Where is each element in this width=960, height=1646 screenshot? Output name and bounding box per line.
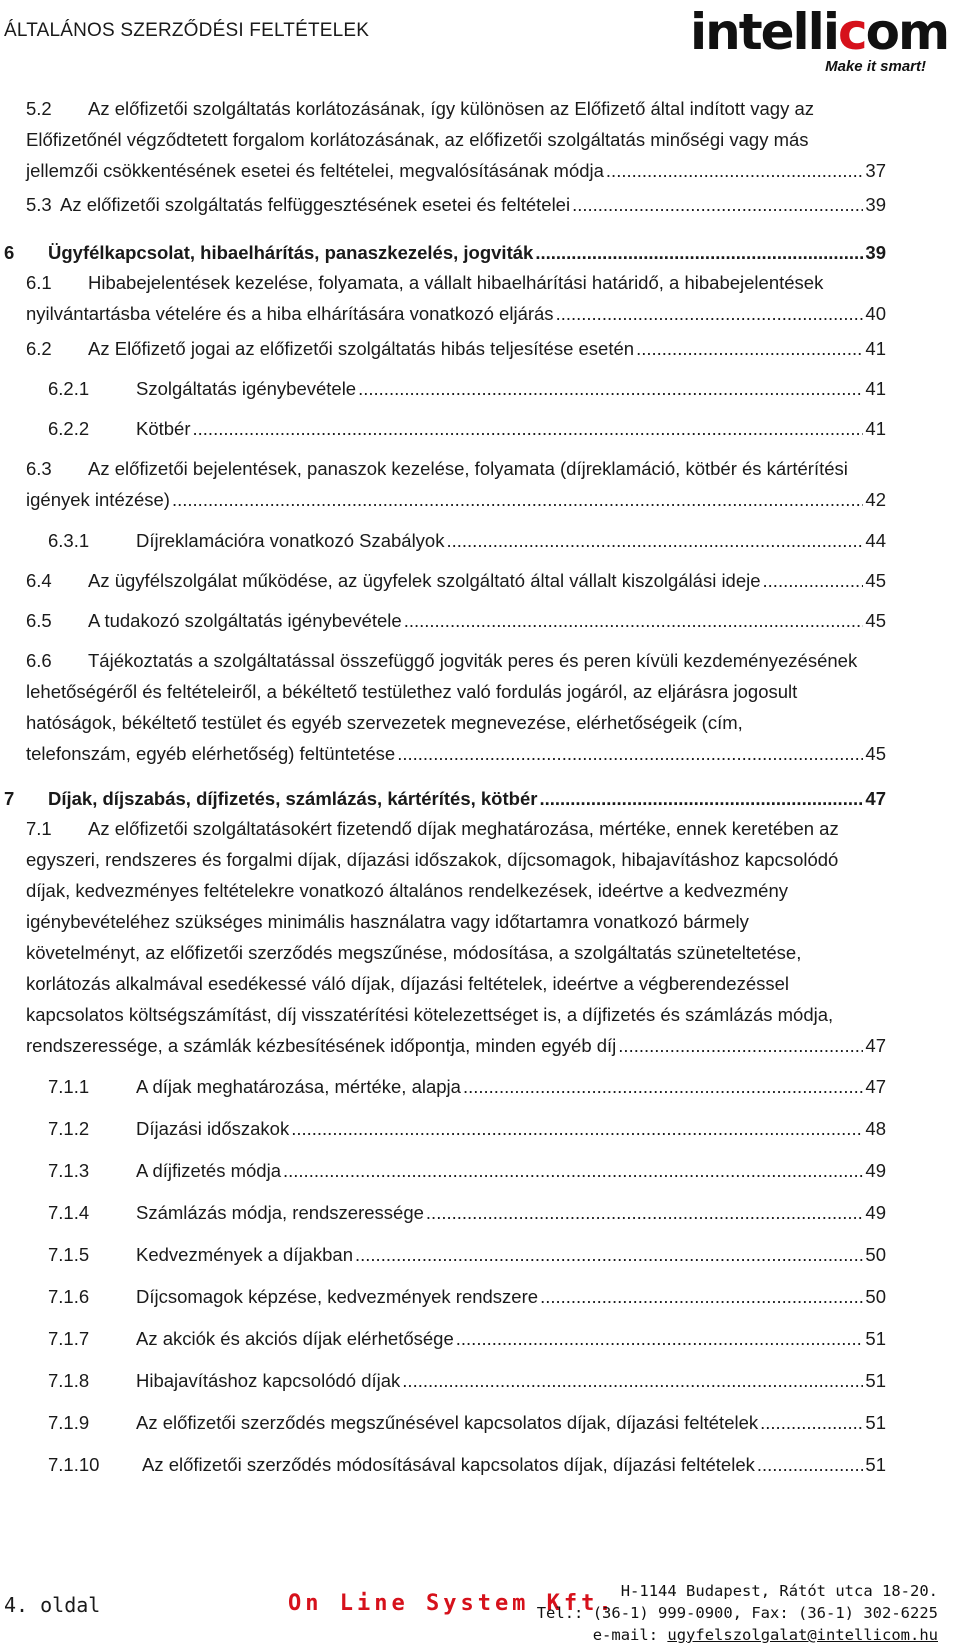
toc-entry-6[interactable]: 6 Ügyfélkapcsolat, hibaelhárítás, panaszkezelés, jogviták ..... 39	[4, 237, 886, 268]
toc-entry-5-3[interactable]: 5.3 Az előfizetői szolgáltatás felfüggesztésének esetei és feltételei ..... 39	[26, 189, 886, 220]
toc-entry-7-1-10[interactable]: 7.1.10 Az előfizetői szerződés módosításával kapcsolatos díjak, díjazási feltételek ..... 51	[48, 1449, 886, 1480]
toc-entry-7-1-1[interactable]: 7.1.1 A díjak meghatározása, mértéke, alapja ..... 47	[48, 1071, 886, 1102]
toc-entry-6-2-1[interactable]: 6.2.1 Szolgáltatás igénybevétele ..... 41	[48, 373, 886, 404]
toc-entry-7-1-8[interactable]: 7.1.8 Hibajavításhoz kapcsolódó díjak ..... 51	[48, 1365, 886, 1396]
toc-entry-6-2-2[interactable]: 6.2.2 Kötbér ..... 41	[48, 413, 886, 444]
logo-tagline: Make it smart!	[825, 58, 926, 75]
toc-entry-6-6[interactable]: 6.6 Tájékoztatás a szolgáltatással összefüggő jogviták peres és peren kívüli kezdeményezésének lehetőségéről és feltételeiről, a békéltető testülethez való fordulás jogáról, az eljárásra jogosult hatóságok, békéltető testület és egyéb szervezetek megnevezése, elérhetőségeik (cím, telefonszám, egyéb elérhetőség) feltüntetése ..... 45	[26, 645, 886, 769]
toc-entry-6-3[interactable]: 6.3 Az előfizetői bejelentések, panaszok kezelése, folyamata (díjreklamáció, kötbér és kártérítési igények intézése) ..... 42	[26, 453, 886, 515]
toc-entry-7-1-6[interactable]: 7.1.6 Díjcsomagok képzése, kedvezmények rendszere ..... 50	[48, 1281, 886, 1312]
toc-entry-6-3-1[interactable]: 6.3.1 Díjreklamációra vonatkozó Szabályok ..... 44	[48, 525, 886, 556]
company-name: On Line System Kft.	[288, 1591, 616, 1616]
document-title: ÁLTALÁNOS SZERZŐDÉSI FELTÉTELEK	[4, 20, 370, 41]
toc-entry-7[interactable]: 7 Díjak, díjszabás, díjfizetés, számlázás, kártérítés, kötbér ..... 47	[4, 783, 886, 814]
toc-entry-7-1-9[interactable]: 7.1.9 Az előfizetői szerződés megszűnésével kapcsolatos díjak, díjazási feltételek ..... 51	[48, 1407, 886, 1438]
footer-contact	[537, 1580, 938, 1646]
logo-wordmark: intellicom	[690, 3, 949, 61]
toc-entry-6-4[interactable]: 6.4 Az ügyfélszolgálat működése, az ügyfelek szolgáltató által vállalt kiszolgálási ideje ..... 45	[26, 565, 886, 596]
toc-entry-6-1[interactable]: 6.1 Hibabejelentések kezelése, folyamata, a vállalt hibaelhárítási határidő, a hibabejelentések nyilvántartásba vételére és a hiba elhárítására vonatkozó eljárás ..... 40	[26, 267, 886, 329]
toc-entry-7-1-3[interactable]: 7.1.3 A díjfizetés módja ..... 49	[48, 1155, 886, 1186]
footer-email-link[interactable]: ugyfelszolgalat@intellicom.hu	[667, 1626, 938, 1644]
toc-entry-7-1-4[interactable]: 7.1.4 Számlázás módja, rendszeressége ..... 49	[48, 1197, 886, 1228]
footer-address: H-1144 Budapest, Rátót utca 18-20.	[620, 1582, 938, 1600]
intellicom-logo	[690, 3, 949, 75]
toc-entry-7-1-5[interactable]: 7.1.5 Kedvezmények a díjakban ..... 50	[48, 1239, 886, 1270]
toc-entry-6-5[interactable]: 6.5 A tudakozó szolgáltatás igénybevétele ..... 45	[26, 605, 886, 636]
toc-entry-7-1-7[interactable]: 7.1.7 Az akciók és akciós díjak elérhetősége ..... 51	[48, 1323, 886, 1354]
footer-phone: Tel.: (36-1) 999-0900, Fax: (36-1) 302-6225	[536, 1604, 938, 1622]
footer-email-line: e-mail: ugyfelszolgalat@intellicom.hu	[592, 1626, 938, 1644]
toc-entry-5-2[interactable]: 5.2 Az előfizetői szolgáltatás korlátozásának, így különösen az Előfizető által indított vagy az Előfizetőnél végződtetett forgalom korlátozásának, az előfizetői szolgáltatás minőségi vagy más jellemzői csökkentésének esetei és feltételei, megvalósításának módja ..... 37	[26, 93, 886, 186]
toc-entry-7-1[interactable]: 7.1 Az előfizetői szolgáltatásokért fizetendő díjak meghatározása, mértéke, ennek keretében az egyszeri, rendszeres és forgalmi díjak, díjazási időszakok, díjcsomagok, hibajavításhoz kapcsolódó díjak, kedvezményes feltételekre vonatkozó általános rendelkezések, ideértve a kedvezmény igénybevételéhez szükséges minimális használatra vagy időtartamra vonatkozó bármely követelményt, az előfizetői szerződés megszűnése, módosítása, a szolgáltatás szüneteltetése, korlátozás alkalmával esedékessé váló díjak, díjazási feltételek, ideértve a végberendezéssel kapcsolatos költségszámítást, díj visszatérítési kötelezettséget is, a díjfizetés és számlázás módja, rendszeressége, a számlák kézbesítésének időpontja, minden egyéb díj ..... 47	[26, 813, 886, 1061]
toc-entry-6-2[interactable]: 6.2 Az Előfizető jogai az előfizetői szolgáltatás hibás teljesítése esetén ..... 41	[26, 333, 886, 364]
page-number: 4. oldal	[4, 1593, 101, 1617]
toc-entry-7-1-2[interactable]: 7.1.2 Díjazási időszakok ..... 48	[48, 1113, 886, 1144]
